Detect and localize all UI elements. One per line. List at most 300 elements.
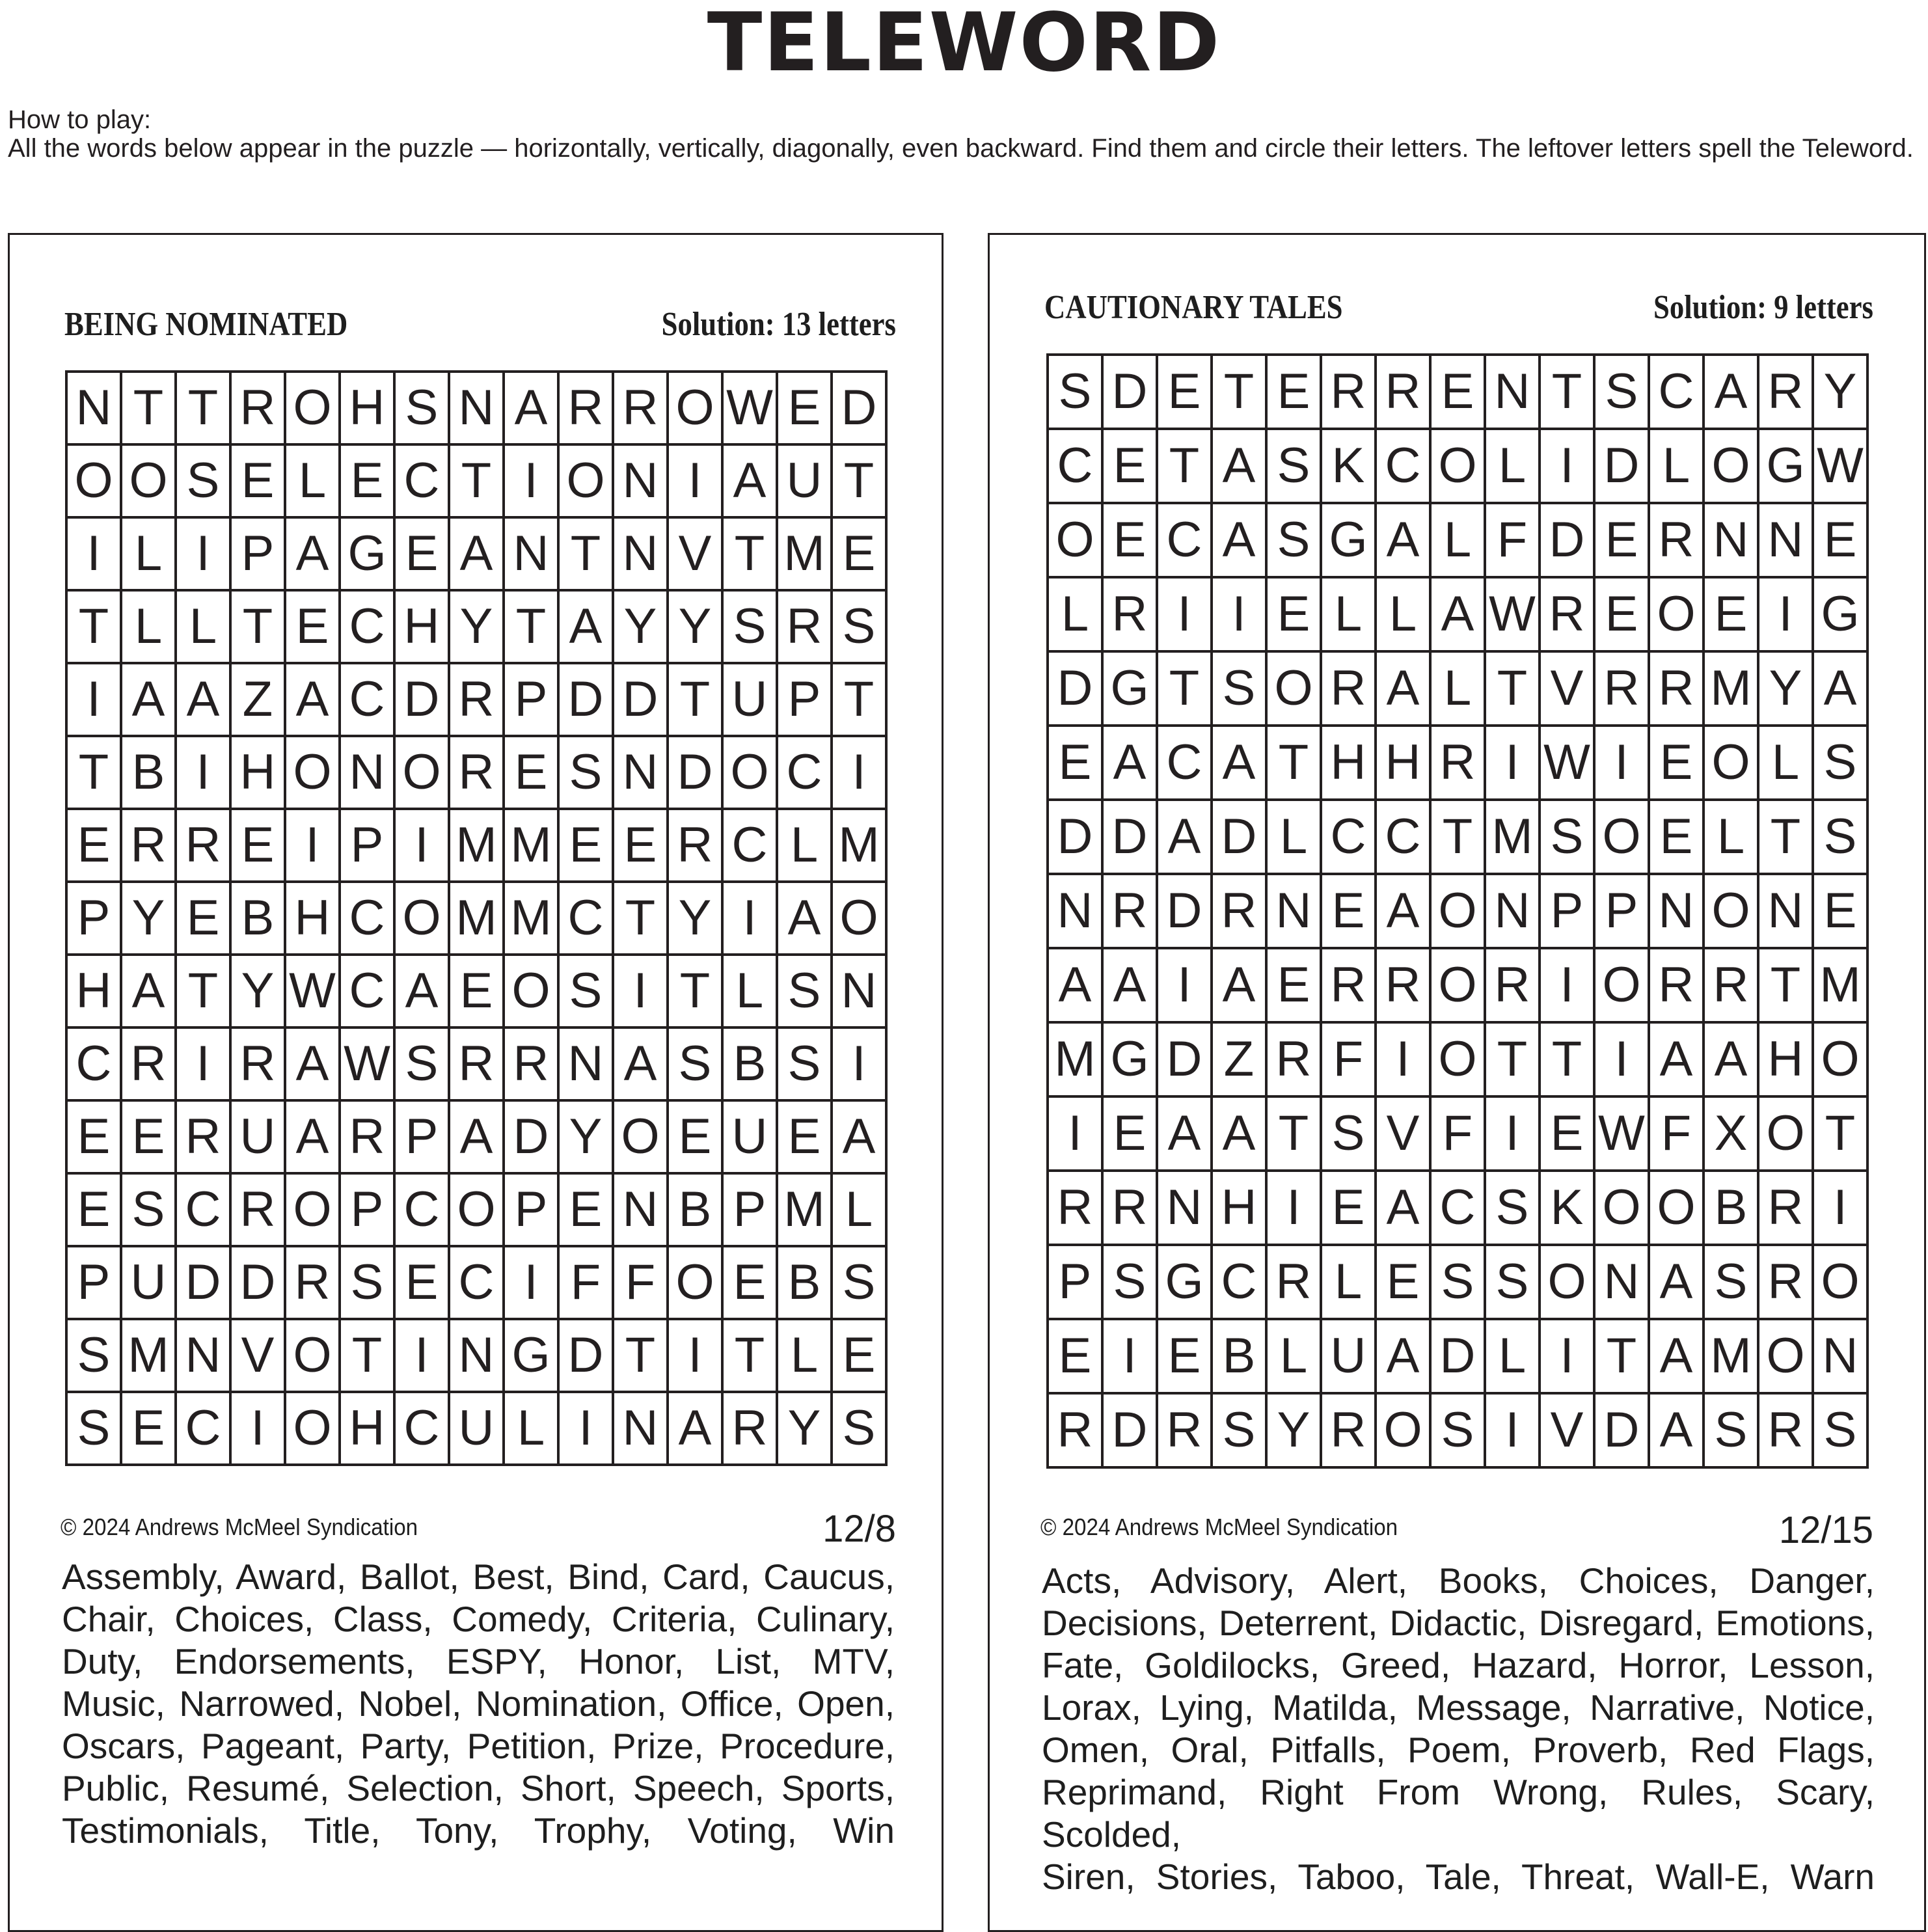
- grid-cell[interactable]: O: [394, 736, 449, 809]
- grid-cell[interactable]: R: [1430, 726, 1485, 800]
- grid-cell[interactable]: I: [504, 444, 558, 517]
- grid-cell[interactable]: D: [832, 372, 886, 444]
- grid-cell[interactable]: T: [1157, 429, 1212, 503]
- grid-cell[interactable]: S: [1485, 1171, 1540, 1245]
- grid-cell[interactable]: W: [1813, 429, 1867, 503]
- grid-cell[interactable]: I: [394, 809, 449, 882]
- grid-cell[interactable]: B: [230, 882, 285, 955]
- grid-cell[interactable]: T: [668, 955, 722, 1027]
- grid-cell[interactable]: E: [121, 1392, 176, 1465]
- grid-cell[interactable]: N: [1485, 874, 1540, 948]
- grid-cell[interactable]: R: [1157, 1393, 1212, 1467]
- grid-cell[interactable]: A: [1376, 503, 1430, 577]
- grid-cell[interactable]: E: [1266, 948, 1321, 1022]
- grid-cell[interactable]: S: [1430, 1393, 1485, 1467]
- grid-cell[interactable]: R: [176, 809, 230, 882]
- grid-cell[interactable]: A: [1376, 651, 1430, 726]
- grid-cell[interactable]: T: [1430, 800, 1485, 874]
- grid-cell[interactable]: I: [394, 1319, 449, 1392]
- grid-cell[interactable]: N: [558, 1027, 613, 1100]
- grid-cell[interactable]: D: [1157, 874, 1212, 948]
- grid-cell[interactable]: O: [1430, 948, 1485, 1022]
- grid-cell[interactable]: O: [722, 736, 777, 809]
- grid-cell[interactable]: E: [1704, 577, 1758, 651]
- grid-cell[interactable]: D: [176, 1246, 230, 1319]
- grid-cell[interactable]: S: [1212, 651, 1266, 726]
- grid-cell[interactable]: N: [1266, 874, 1321, 948]
- grid-cell[interactable]: H: [66, 955, 121, 1027]
- grid-cell[interactable]: A: [1649, 1022, 1704, 1096]
- grid-cell[interactable]: A: [832, 1100, 886, 1173]
- grid-cell[interactable]: L: [504, 1392, 558, 1465]
- grid-cell[interactable]: S: [176, 444, 230, 517]
- grid-cell[interactable]: E: [1157, 1319, 1212, 1393]
- grid-cell[interactable]: R: [777, 590, 832, 663]
- grid-cell[interactable]: C: [1649, 355, 1704, 429]
- grid-cell[interactable]: D: [558, 1319, 613, 1392]
- grid-cell[interactable]: I: [1485, 1096, 1540, 1171]
- grid-cell[interactable]: O: [1594, 1171, 1649, 1245]
- grid-cell[interactable]: W: [1485, 577, 1540, 651]
- grid-cell[interactable]: E: [1540, 1096, 1594, 1171]
- grid-cell[interactable]: T: [1485, 651, 1540, 726]
- grid-cell[interactable]: A: [1813, 651, 1867, 726]
- grid-cell[interactable]: B: [668, 1173, 722, 1246]
- grid-cell[interactable]: E: [285, 590, 340, 663]
- grid-cell[interactable]: U: [1321, 1319, 1376, 1393]
- grid-cell[interactable]: O: [285, 372, 340, 444]
- grid-cell[interactable]: D: [558, 663, 613, 736]
- grid-cell[interactable]: U: [722, 663, 777, 736]
- grid-cell[interactable]: S: [1485, 1245, 1540, 1319]
- grid-cell[interactable]: O: [285, 1392, 340, 1465]
- grid-cell[interactable]: M: [1704, 1319, 1758, 1393]
- grid-cell[interactable]: D: [1594, 429, 1649, 503]
- grid-cell[interactable]: O: [1376, 1393, 1430, 1467]
- grid-cell[interactable]: T: [66, 590, 121, 663]
- grid-cell[interactable]: C: [394, 1392, 449, 1465]
- grid-cell[interactable]: C: [394, 1173, 449, 1246]
- grid-cell[interactable]: P: [340, 809, 394, 882]
- grid-cell[interactable]: I: [1376, 1022, 1430, 1096]
- grid-cell[interactable]: R: [1321, 948, 1376, 1022]
- grid-cell[interactable]: N: [613, 1173, 668, 1246]
- grid-cell[interactable]: P: [722, 1173, 777, 1246]
- grid-cell[interactable]: M: [449, 809, 504, 882]
- grid-cell[interactable]: N: [1048, 874, 1102, 948]
- grid-cell[interactable]: I: [558, 1392, 613, 1465]
- grid-cell[interactable]: T: [722, 1319, 777, 1392]
- grid-cell[interactable]: A: [394, 955, 449, 1027]
- grid-cell[interactable]: N: [613, 736, 668, 809]
- grid-cell[interactable]: O: [832, 882, 886, 955]
- grid-cell[interactable]: A: [1649, 1393, 1704, 1467]
- grid-cell[interactable]: F: [558, 1246, 613, 1319]
- grid-cell[interactable]: M: [1485, 800, 1540, 874]
- grid-cell[interactable]: M: [832, 809, 886, 882]
- grid-cell[interactable]: L: [176, 590, 230, 663]
- grid-cell[interactable]: T: [1485, 1022, 1540, 1096]
- grid-cell[interactable]: G: [1102, 1022, 1157, 1096]
- grid-cell[interactable]: I: [1102, 1319, 1157, 1393]
- grid-cell[interactable]: N: [176, 1319, 230, 1392]
- grid-cell[interactable]: O: [1430, 1022, 1485, 1096]
- grid-cell[interactable]: E: [1376, 1245, 1430, 1319]
- grid-cell[interactable]: S: [1048, 355, 1102, 429]
- grid-cell[interactable]: L: [1321, 1245, 1376, 1319]
- grid-cell[interactable]: E: [230, 444, 285, 517]
- grid-cell[interactable]: T: [176, 955, 230, 1027]
- grid-cell[interactable]: A: [613, 1027, 668, 1100]
- grid-cell[interactable]: E: [1813, 874, 1867, 948]
- grid-cell[interactable]: R: [449, 663, 504, 736]
- grid-cell[interactable]: V: [1540, 1393, 1594, 1467]
- grid-cell[interactable]: D: [668, 736, 722, 809]
- grid-cell[interactable]: V: [668, 517, 722, 590]
- grid-cell[interactable]: T: [230, 590, 285, 663]
- grid-cell[interactable]: I: [613, 955, 668, 1027]
- grid-cell[interactable]: E: [777, 372, 832, 444]
- grid-cell[interactable]: S: [66, 1319, 121, 1392]
- grid-cell[interactable]: E: [504, 736, 558, 809]
- grid-cell[interactable]: E: [558, 809, 613, 882]
- grid-cell[interactable]: A: [285, 1100, 340, 1173]
- grid-cell[interactable]: I: [66, 663, 121, 736]
- grid-cell[interactable]: G: [1157, 1245, 1212, 1319]
- grid-cell[interactable]: O: [1048, 503, 1102, 577]
- grid-cell[interactable]: R: [1649, 948, 1704, 1022]
- grid-cell[interactable]: O: [285, 1319, 340, 1392]
- grid-cell[interactable]: E: [394, 517, 449, 590]
- grid-cell[interactable]: E: [394, 1246, 449, 1319]
- grid-cell[interactable]: L: [1321, 577, 1376, 651]
- grid-cell[interactable]: M: [777, 517, 832, 590]
- grid-cell[interactable]: C: [1212, 1245, 1266, 1319]
- grid-cell[interactable]: E: [1649, 800, 1704, 874]
- grid-cell[interactable]: S: [668, 1027, 722, 1100]
- grid-cell[interactable]: I: [1266, 1171, 1321, 1245]
- grid-cell[interactable]: P: [1594, 874, 1649, 948]
- grid-cell[interactable]: L: [1048, 577, 1102, 651]
- grid-cell[interactable]: Y: [230, 955, 285, 1027]
- grid-cell[interactable]: S: [1813, 726, 1867, 800]
- grid-cell[interactable]: R: [1485, 948, 1540, 1022]
- grid-cell[interactable]: C: [66, 1027, 121, 1100]
- grid-cell[interactable]: C: [340, 955, 394, 1027]
- grid-cell[interactable]: G: [1813, 577, 1867, 651]
- grid-cell[interactable]: O: [394, 882, 449, 955]
- grid-cell[interactable]: E: [1649, 726, 1704, 800]
- grid-cell[interactable]: T: [504, 590, 558, 663]
- grid-cell[interactable]: R: [722, 1392, 777, 1465]
- grid-cell[interactable]: R: [1376, 355, 1430, 429]
- grid-cell[interactable]: T: [668, 663, 722, 736]
- grid-cell[interactable]: I: [230, 1392, 285, 1465]
- grid-cell[interactable]: M: [504, 809, 558, 882]
- grid-cell[interactable]: H: [340, 1392, 394, 1465]
- grid-cell[interactable]: F: [1649, 1096, 1704, 1171]
- grid-cell[interactable]: I: [1813, 1171, 1867, 1245]
- grid-cell[interactable]: T: [613, 1319, 668, 1392]
- grid-cell[interactable]: I: [1540, 948, 1594, 1022]
- grid-cell[interactable]: G: [504, 1319, 558, 1392]
- grid-cell[interactable]: I: [504, 1246, 558, 1319]
- grid-cell[interactable]: I: [668, 444, 722, 517]
- grid-cell[interactable]: S: [1430, 1245, 1485, 1319]
- grid-cell[interactable]: Y: [449, 590, 504, 663]
- grid-cell[interactable]: O: [1266, 651, 1321, 726]
- grid-cell[interactable]: T: [121, 372, 176, 444]
- grid-cell[interactable]: C: [1157, 726, 1212, 800]
- grid-cell[interactable]: D: [1102, 355, 1157, 429]
- grid-cell[interactable]: H: [1758, 1022, 1813, 1096]
- grid-cell[interactable]: D: [1212, 800, 1266, 874]
- grid-cell[interactable]: R: [1102, 874, 1157, 948]
- grid-cell[interactable]: R: [176, 1100, 230, 1173]
- grid-cell[interactable]: D: [1048, 800, 1102, 874]
- grid-cell[interactable]: A: [1212, 1096, 1266, 1171]
- grid-cell[interactable]: R: [121, 809, 176, 882]
- grid-cell[interactable]: O: [1758, 1319, 1813, 1393]
- grid-cell[interactable]: A: [1704, 355, 1758, 429]
- grid-cell[interactable]: S: [1704, 1245, 1758, 1319]
- grid-cell[interactable]: O: [1540, 1245, 1594, 1319]
- grid-cell[interactable]: R: [1102, 1171, 1157, 1245]
- grid-cell[interactable]: Z: [230, 663, 285, 736]
- grid-cell[interactable]: H: [340, 372, 394, 444]
- grid-cell[interactable]: C: [176, 1392, 230, 1465]
- grid-cell[interactable]: M: [777, 1173, 832, 1246]
- grid-cell[interactable]: D: [1540, 503, 1594, 577]
- grid-cell[interactable]: A: [449, 1100, 504, 1173]
- grid-cell[interactable]: H: [230, 736, 285, 809]
- grid-cell[interactable]: D: [613, 663, 668, 736]
- grid-cell[interactable]: L: [777, 809, 832, 882]
- grid-cell[interactable]: A: [1376, 1171, 1430, 1245]
- grid-cell[interactable]: I: [1157, 577, 1212, 651]
- grid-cell[interactable]: G: [1758, 429, 1813, 503]
- grid-cell[interactable]: I: [1758, 577, 1813, 651]
- grid-cell[interactable]: C: [340, 882, 394, 955]
- grid-cell[interactable]: N: [66, 372, 121, 444]
- grid-cell[interactable]: T: [613, 882, 668, 955]
- grid-cell[interactable]: P: [504, 1173, 558, 1246]
- grid-cell[interactable]: R: [1594, 651, 1649, 726]
- grid-cell[interactable]: E: [121, 1100, 176, 1173]
- grid-cell[interactable]: B: [777, 1246, 832, 1319]
- grid-cell[interactable]: D: [1430, 1319, 1485, 1393]
- grid-cell[interactable]: R: [1376, 948, 1430, 1022]
- word-search-grid[interactable]: [1046, 353, 1869, 1469]
- grid-cell[interactable]: A: [121, 663, 176, 736]
- grid-cell[interactable]: W: [340, 1027, 394, 1100]
- grid-cell[interactable]: A: [1212, 948, 1266, 1022]
- grid-cell[interactable]: C: [777, 736, 832, 809]
- grid-cell[interactable]: E: [613, 809, 668, 882]
- grid-cell[interactable]: R: [1758, 1171, 1813, 1245]
- grid-cell[interactable]: S: [832, 1392, 886, 1465]
- grid-cell[interactable]: R: [668, 809, 722, 882]
- grid-cell[interactable]: P: [777, 663, 832, 736]
- grid-cell[interactable]: V: [1376, 1096, 1430, 1171]
- grid-cell[interactable]: R: [1048, 1393, 1102, 1467]
- grid-cell[interactable]: Y: [558, 1100, 613, 1173]
- grid-cell[interactable]: O: [121, 444, 176, 517]
- grid-cell[interactable]: C: [394, 444, 449, 517]
- grid-cell[interactable]: O: [1813, 1245, 1867, 1319]
- grid-cell[interactable]: A: [504, 372, 558, 444]
- grid-cell[interactable]: R: [340, 1100, 394, 1173]
- grid-cell[interactable]: T: [1758, 948, 1813, 1022]
- grid-cell[interactable]: K: [1321, 429, 1376, 503]
- grid-cell[interactable]: U: [449, 1392, 504, 1465]
- grid-cell[interactable]: O: [558, 444, 613, 517]
- grid-cell[interactable]: O: [613, 1100, 668, 1173]
- grid-cell[interactable]: O: [1758, 1096, 1813, 1171]
- grid-cell[interactable]: A: [1102, 948, 1157, 1022]
- grid-cell[interactable]: N: [449, 1319, 504, 1392]
- grid-cell[interactable]: E: [66, 1100, 121, 1173]
- grid-cell[interactable]: E: [66, 809, 121, 882]
- grid-cell[interactable]: C: [1321, 800, 1376, 874]
- grid-cell[interactable]: R: [1321, 355, 1376, 429]
- grid-cell[interactable]: C: [1376, 429, 1430, 503]
- grid-cell[interactable]: D: [504, 1100, 558, 1173]
- grid-cell[interactable]: C: [176, 1173, 230, 1246]
- grid-cell[interactable]: S: [777, 955, 832, 1027]
- word-search-grid[interactable]: [65, 370, 888, 1466]
- grid-cell[interactable]: I: [1157, 948, 1212, 1022]
- grid-cell[interactable]: T: [1594, 1319, 1649, 1393]
- grid-cell[interactable]: T: [1266, 726, 1321, 800]
- grid-cell[interactable]: I: [722, 882, 777, 955]
- grid-cell[interactable]: A: [1212, 503, 1266, 577]
- grid-cell[interactable]: L: [1266, 800, 1321, 874]
- grid-cell[interactable]: O: [1704, 429, 1758, 503]
- grid-cell[interactable]: M: [449, 882, 504, 955]
- grid-cell[interactable]: H: [1376, 726, 1430, 800]
- grid-cell[interactable]: E: [668, 1100, 722, 1173]
- grid-cell[interactable]: P: [504, 663, 558, 736]
- grid-cell[interactable]: L: [777, 1319, 832, 1392]
- grid-cell[interactable]: O: [1594, 948, 1649, 1022]
- grid-cell[interactable]: Y: [1266, 1393, 1321, 1467]
- grid-cell[interactable]: R: [1540, 577, 1594, 651]
- grid-cell[interactable]: V: [1540, 651, 1594, 726]
- grid-cell[interactable]: I: [1048, 1096, 1102, 1171]
- grid-cell[interactable]: C: [1048, 429, 1102, 503]
- grid-cell[interactable]: E: [1048, 1319, 1102, 1393]
- grid-cell[interactable]: R: [1758, 355, 1813, 429]
- grid-cell[interactable]: R: [1758, 1393, 1813, 1467]
- grid-cell[interactable]: R: [558, 372, 613, 444]
- grid-cell[interactable]: Z: [1212, 1022, 1266, 1096]
- grid-cell[interactable]: R: [449, 1027, 504, 1100]
- grid-cell[interactable]: E: [1594, 503, 1649, 577]
- grid-cell[interactable]: L: [1485, 429, 1540, 503]
- grid-cell[interactable]: A: [1376, 874, 1430, 948]
- grid-cell[interactable]: O: [449, 1173, 504, 1246]
- grid-cell[interactable]: T: [1212, 355, 1266, 429]
- grid-cell[interactable]: E: [340, 444, 394, 517]
- grid-cell[interactable]: O: [1430, 874, 1485, 948]
- grid-cell[interactable]: A: [1212, 726, 1266, 800]
- grid-cell[interactable]: O: [1594, 800, 1649, 874]
- grid-cell[interactable]: G: [1321, 503, 1376, 577]
- grid-cell[interactable]: Y: [777, 1392, 832, 1465]
- grid-cell[interactable]: U: [722, 1100, 777, 1173]
- grid-cell[interactable]: N: [340, 736, 394, 809]
- grid-cell[interactable]: L: [121, 590, 176, 663]
- grid-cell[interactable]: W: [285, 955, 340, 1027]
- grid-cell[interactable]: D: [1102, 1393, 1157, 1467]
- grid-cell[interactable]: T: [558, 517, 613, 590]
- grid-cell[interactable]: F: [613, 1246, 668, 1319]
- grid-cell[interactable]: E: [66, 1173, 121, 1246]
- grid-cell[interactable]: A: [668, 1392, 722, 1465]
- grid-cell[interactable]: R: [1649, 651, 1704, 726]
- grid-cell[interactable]: H: [1321, 726, 1376, 800]
- grid-cell[interactable]: H: [285, 882, 340, 955]
- grid-cell[interactable]: P: [66, 882, 121, 955]
- grid-cell[interactable]: R: [1266, 1245, 1321, 1319]
- grid-cell[interactable]: L: [285, 444, 340, 517]
- grid-cell[interactable]: E: [1048, 726, 1102, 800]
- grid-cell[interactable]: N: [1649, 874, 1704, 948]
- grid-cell[interactable]: K: [1540, 1171, 1594, 1245]
- grid-cell[interactable]: N: [1704, 503, 1758, 577]
- grid-cell[interactable]: D: [394, 663, 449, 736]
- grid-cell[interactable]: I: [1485, 1393, 1540, 1467]
- grid-cell[interactable]: N: [1758, 503, 1813, 577]
- grid-cell[interactable]: T: [1540, 1022, 1594, 1096]
- grid-cell[interactable]: I: [1485, 726, 1540, 800]
- grid-cell[interactable]: S: [1594, 355, 1649, 429]
- grid-cell[interactable]: C: [340, 663, 394, 736]
- grid-cell[interactable]: I: [832, 1027, 886, 1100]
- grid-cell[interactable]: S: [1813, 800, 1867, 874]
- grid-cell[interactable]: F: [1485, 503, 1540, 577]
- grid-cell[interactable]: L: [1649, 429, 1704, 503]
- grid-cell[interactable]: T: [1813, 1096, 1867, 1171]
- grid-cell[interactable]: S: [1266, 429, 1321, 503]
- grid-cell[interactable]: R: [1048, 1171, 1102, 1245]
- grid-cell[interactable]: O: [1813, 1022, 1867, 1096]
- grid-cell[interactable]: T: [1266, 1096, 1321, 1171]
- grid-cell[interactable]: E: [777, 1100, 832, 1173]
- grid-cell[interactable]: A: [285, 517, 340, 590]
- grid-cell[interactable]: N: [1758, 874, 1813, 948]
- grid-cell[interactable]: N: [1813, 1319, 1867, 1393]
- grid-cell[interactable]: E: [1102, 503, 1157, 577]
- grid-cell[interactable]: A: [558, 590, 613, 663]
- grid-cell[interactable]: O: [1704, 726, 1758, 800]
- grid-cell[interactable]: A: [1430, 577, 1485, 651]
- grid-cell[interactable]: E: [1266, 355, 1321, 429]
- grid-cell[interactable]: E: [1321, 874, 1376, 948]
- grid-cell[interactable]: I: [176, 736, 230, 809]
- grid-cell[interactable]: I: [176, 1027, 230, 1100]
- grid-cell[interactable]: C: [1376, 800, 1430, 874]
- grid-cell[interactable]: R: [1321, 651, 1376, 726]
- grid-cell[interactable]: S: [1102, 1245, 1157, 1319]
- grid-cell[interactable]: W: [1540, 726, 1594, 800]
- grid-cell[interactable]: C: [340, 590, 394, 663]
- grid-cell[interactable]: R: [1212, 874, 1266, 948]
- grid-cell[interactable]: U: [777, 444, 832, 517]
- grid-cell[interactable]: Y: [668, 882, 722, 955]
- grid-cell[interactable]: A: [1048, 948, 1102, 1022]
